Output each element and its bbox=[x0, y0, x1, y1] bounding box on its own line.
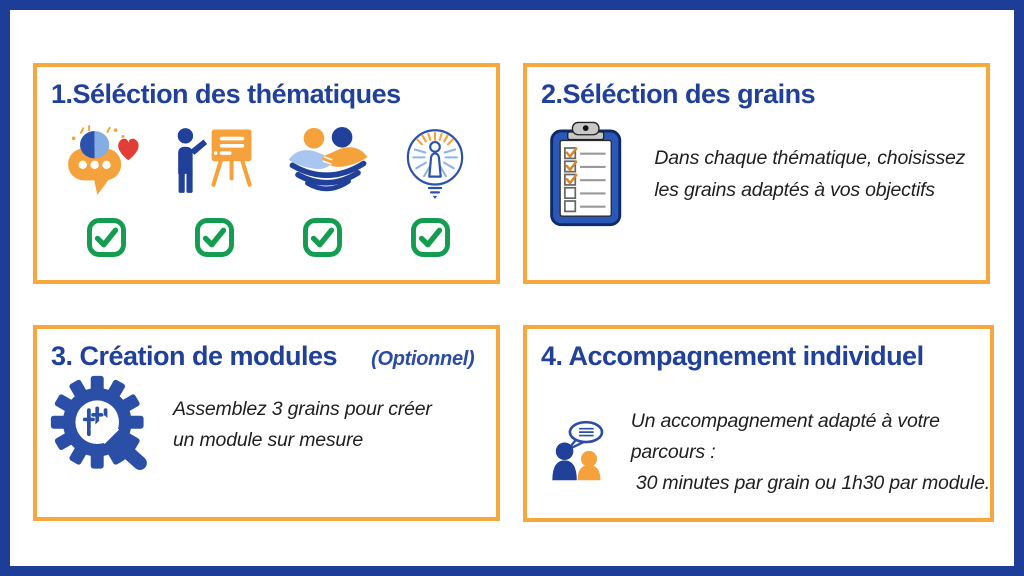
person-radiant-icon bbox=[400, 125, 470, 202]
coaching-description bbox=[631, 406, 990, 500]
theme-checkboxes-row bbox=[37, 212, 496, 259]
gear-wrench-icon bbox=[49, 374, 151, 476]
checked-checkbox-icon bbox=[193, 216, 236, 259]
brain-heart-chat-icon bbox=[59, 125, 143, 201]
coaching-description-line1: Un accompagnement adapté à votre parcours : bbox=[630, 409, 940, 463]
optional-label: (Optionnel) bbox=[371, 348, 475, 370]
checked-checkbox-icon bbox=[85, 216, 128, 259]
presenter-board-icon bbox=[170, 126, 256, 200]
checked-checkbox-icon bbox=[301, 216, 344, 259]
panel-accompagnement-individuel bbox=[523, 325, 994, 522]
panel-modules-title: 3. Création de modules bbox=[51, 341, 338, 371]
panel-selection-grains bbox=[523, 63, 990, 284]
checked-checkbox-icon bbox=[409, 216, 452, 259]
coaching-description-line2: 30 minutes par grain ou 1h30 par module. bbox=[630, 471, 990, 494]
grains-description: Dans chaque thématique, choisissez les grains adaptés à vos objectifs bbox=[654, 147, 966, 201]
panel-themes-title: 1.Séléction des thématiques bbox=[51, 79, 401, 109]
panel-grains-title: 2.Séléction des grains bbox=[541, 79, 816, 109]
modules-description: Assemblez 3 grains pour créer un module sur mesure bbox=[173, 397, 432, 451]
theme-icons-row bbox=[37, 110, 496, 212]
two-people-chat-icon bbox=[547, 412, 613, 492]
panel-coaching-title: 4. Accompagnement individuel bbox=[541, 341, 924, 371]
handshake-icon bbox=[283, 126, 373, 201]
checklist-clipboard-icon bbox=[545, 118, 626, 231]
panel-creation-modules bbox=[33, 325, 500, 521]
panel-selection-thematiques bbox=[33, 63, 500, 284]
